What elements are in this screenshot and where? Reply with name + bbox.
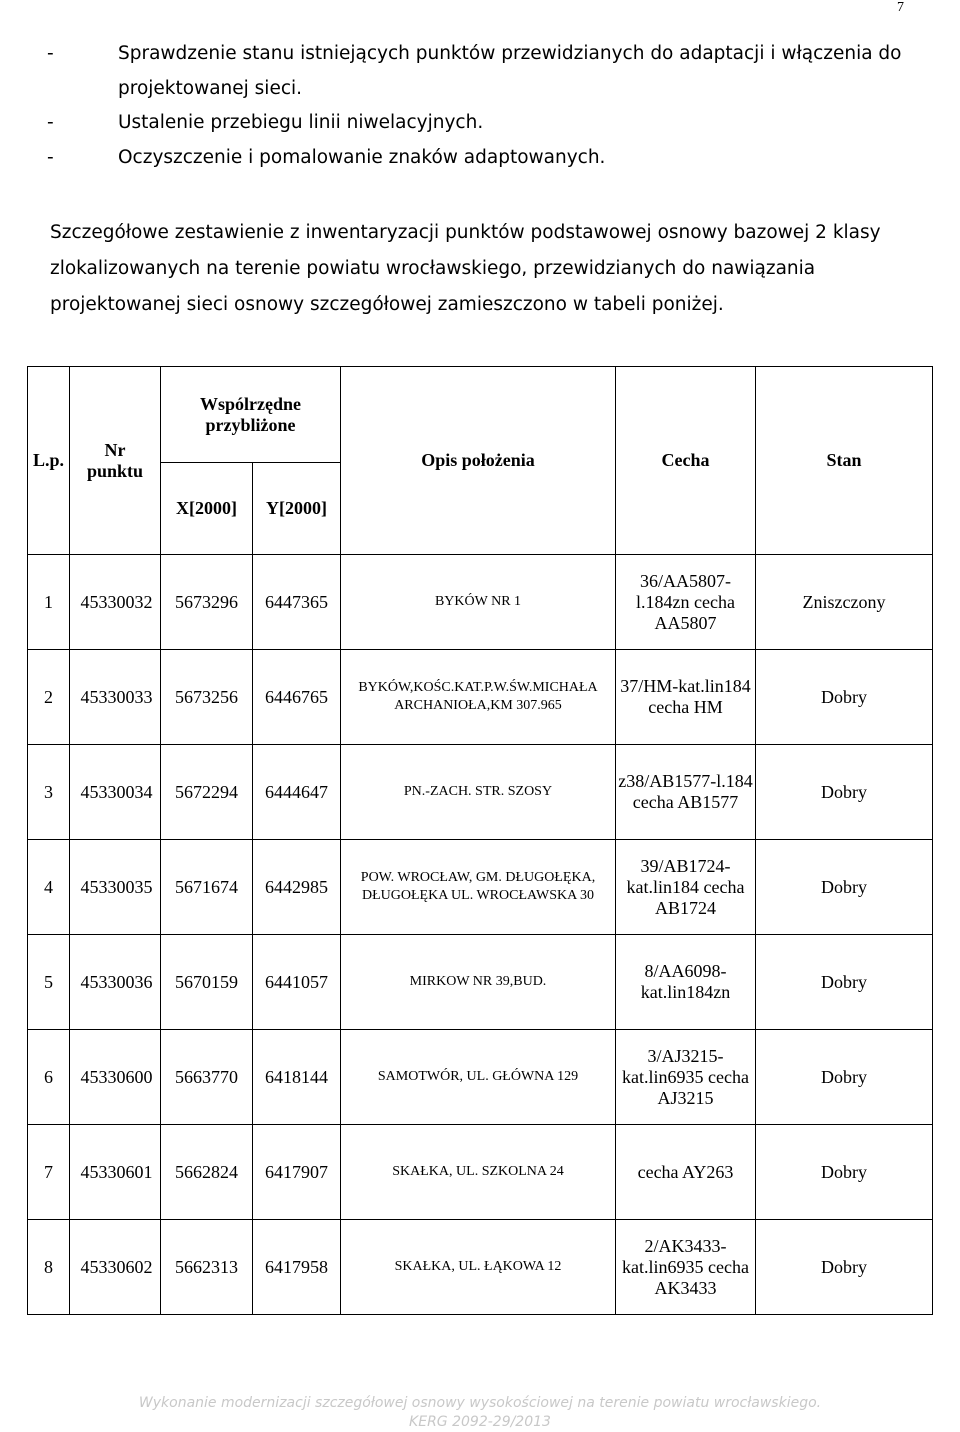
cell-status: Dobry	[756, 650, 933, 745]
cell-nr: 45330034	[70, 745, 161, 840]
cell-desc	[341, 935, 616, 1030]
cell-lp: 3	[28, 745, 70, 840]
header-y: Y[2000]	[253, 463, 341, 555]
cell-nr: 45330036	[70, 935, 161, 1030]
table-row	[28, 1220, 933, 1315]
cell-feature	[616, 745, 756, 840]
cell-x: 5673296	[161, 555, 253, 650]
desc-line: MIRKOW NR 39,BUD.	[409, 974, 547, 989]
cell-lp: 2	[28, 650, 70, 745]
cell-nr: 45330601	[70, 1125, 161, 1220]
cell-x: 5671674	[161, 840, 253, 935]
bullet-item	[47, 37, 927, 106]
bullet-item	[47, 106, 927, 141]
bullet-text: Oczyszczenie i pomalowanie znaków adaptowanych.	[118, 146, 606, 168]
cell-lp: 1	[28, 555, 70, 650]
cell-status: Dobry	[756, 1125, 933, 1220]
feature-line: kat.lin6935 cecha	[622, 1256, 749, 1277]
cell-x: 5662824	[161, 1125, 253, 1220]
feature-line: AA5807	[654, 612, 717, 633]
cell-y: 6442985	[253, 840, 341, 935]
cell-feature	[616, 1220, 756, 1315]
feature-line: cecha HM	[648, 697, 723, 717]
desc-line: BYKÓW,KOŚC.KAT.P.W.ŚW.MICHAŁA	[358, 680, 598, 695]
feature-line: z38/AB1577-l.184	[618, 771, 753, 791]
cell-nr: 45330602	[70, 1220, 161, 1315]
header-nr-line2: punktu	[86, 460, 144, 481]
cell-y: 6446765	[253, 650, 341, 745]
cell-lp: 4	[28, 840, 70, 935]
feature-line: 36/AA5807-	[640, 570, 731, 591]
header-lp: L.p.	[28, 367, 70, 555]
header-nr-line1: Nr	[104, 439, 126, 460]
cell-status: Dobry	[756, 935, 933, 1030]
cell-status: Dobry	[756, 745, 933, 840]
feature-line: 3/AJ3215-	[647, 1045, 724, 1066]
header-nr	[70, 367, 161, 555]
table-row	[28, 555, 933, 650]
desc-line: SKAŁKA, UL. ŁĄKOWA 12	[394, 1259, 562, 1274]
cell-x: 5670159	[161, 935, 253, 1030]
bullet-list	[47, 37, 927, 175]
header-feature: Cecha	[616, 367, 756, 555]
table-row	[28, 650, 933, 745]
cell-desc	[341, 1125, 616, 1220]
header-status: Stan	[756, 367, 933, 555]
cell-desc	[341, 745, 616, 840]
header-coords	[161, 367, 341, 463]
intro-line: zlokalizowanych na terenie powiatu wrocławskiego, przewidzianych do nawiązania	[50, 258, 816, 279]
desc-line: SKAŁKA, UL. SZKOLNA 24	[392, 1164, 564, 1179]
desc-line: PN.-ZACH. STR. SZOSY	[403, 784, 553, 799]
cell-nr: 45330033	[70, 650, 161, 745]
cell-nr: 45330600	[70, 1030, 161, 1125]
cell-nr: 45330032	[70, 555, 161, 650]
desc-line: SAMOTWÓR, UL. GŁÓWNA 129	[377, 1069, 579, 1084]
cell-y: 6417907	[253, 1125, 341, 1220]
table-row	[28, 1125, 933, 1220]
cell-y: 6417958	[253, 1220, 341, 1315]
header-row	[28, 367, 933, 463]
cell-desc	[341, 1030, 616, 1125]
inventory-table	[27, 366, 933, 1315]
bullet-text: Ustalenie przebiegu linii niwelacyjnych.	[118, 112, 484, 133]
cell-status: Zniszczony	[756, 555, 933, 650]
page-footer	[0, 1394, 960, 1432]
intro-paragraph	[50, 215, 910, 323]
cell-desc	[341, 650, 616, 745]
cell-status: Dobry	[756, 1220, 933, 1315]
cell-feature	[616, 555, 756, 650]
feature-line: cecha AB1577	[632, 792, 739, 812]
cell-lp: 6	[28, 1030, 70, 1125]
footer-title: Wykonanie modernizacji szczegółowej osnowy wysokościowej na terenie powiatu wrocławskiego.	[138, 1395, 822, 1411]
feature-line: cecha AY263	[637, 1161, 734, 1182]
header-desc: Opis położenia	[341, 367, 616, 555]
table-row	[28, 745, 933, 840]
feature-line: l.184zn cecha	[636, 591, 735, 612]
cell-x: 5662313	[161, 1220, 253, 1315]
feature-line: kat.lin6935 cecha	[622, 1066, 749, 1087]
header-coords-line2: przybliżone	[205, 414, 296, 435]
cell-lp: 5	[28, 935, 70, 1030]
intro-line: Szczegółowe zestawienie z inwentaryzacji punktów podstawowej osnowy bazowej 2 klasy	[50, 222, 881, 243]
header-coords-line1: Wspólrzędne	[200, 393, 301, 414]
intro-line: projektowanej sieci osnowy szczegółowej zamieszczono w tabeli poniżej.	[50, 294, 724, 315]
feature-line: 37/HM-kat.lin184	[620, 676, 751, 696]
cell-desc	[341, 840, 616, 935]
cell-x: 5672294	[161, 745, 253, 840]
feature-line: kat.lin184 cecha	[626, 876, 745, 897]
cell-lp: 8	[28, 1220, 70, 1315]
feature-line: kat.lin184zn	[640, 982, 731, 1002]
cell-lp: 7	[28, 1125, 70, 1220]
cell-feature	[616, 650, 756, 745]
cell-feature	[616, 935, 756, 1030]
desc-line: DŁUGOŁĘKA UL. WROCŁAWSKA 30	[362, 888, 594, 903]
table-row	[28, 1030, 933, 1125]
bullet-dash: -	[47, 112, 54, 133]
bullet-dash: -	[47, 43, 54, 64]
cell-feature	[616, 1125, 756, 1220]
footer-code: KERG 2092-29/2013	[409, 1414, 551, 1430]
feature-line: AB1724	[654, 897, 716, 918]
cell-desc	[341, 1220, 616, 1315]
cell-status: Dobry	[756, 1030, 933, 1125]
cell-y: 6418144	[253, 1030, 341, 1125]
cell-x: 5673256	[161, 650, 253, 745]
desc-line: POW. WROCŁAW, GM. DŁUGOŁĘKA,	[360, 870, 596, 885]
feature-line: 8/AA6098-	[644, 961, 727, 981]
page-number: 7	[897, 0, 904, 15]
table-row	[28, 935, 933, 1030]
cell-desc	[341, 555, 616, 650]
cell-y: 6444647	[253, 745, 341, 840]
bullet-dash: -	[47, 146, 54, 168]
cell-status: Dobry	[756, 840, 933, 935]
cell-x: 5663770	[161, 1030, 253, 1125]
feature-line: 39/AB1724-	[640, 855, 731, 876]
desc-line: BYKÓW NR 1	[434, 594, 522, 609]
bullet-text: Sprawdzenie stanu istniejących punktów przewidzianych do adaptacji i włączenia do projektowanej sieci.	[118, 43, 902, 99]
cell-nr: 45330035	[70, 840, 161, 935]
table-row	[28, 840, 933, 935]
desc-line: ARCHANIOŁA,KM 307.965	[394, 698, 562, 713]
bullet-item	[47, 141, 927, 176]
cell-y: 6441057	[253, 935, 341, 1030]
feature-line: AJ3215	[657, 1087, 714, 1108]
cell-feature	[616, 840, 756, 935]
header-x: X[2000]	[161, 463, 253, 555]
cell-feature	[616, 1030, 756, 1125]
cell-y: 6447365	[253, 555, 341, 650]
feature-line: AK3433	[654, 1277, 717, 1298]
feature-line: 2/AK3433-	[644, 1235, 727, 1256]
